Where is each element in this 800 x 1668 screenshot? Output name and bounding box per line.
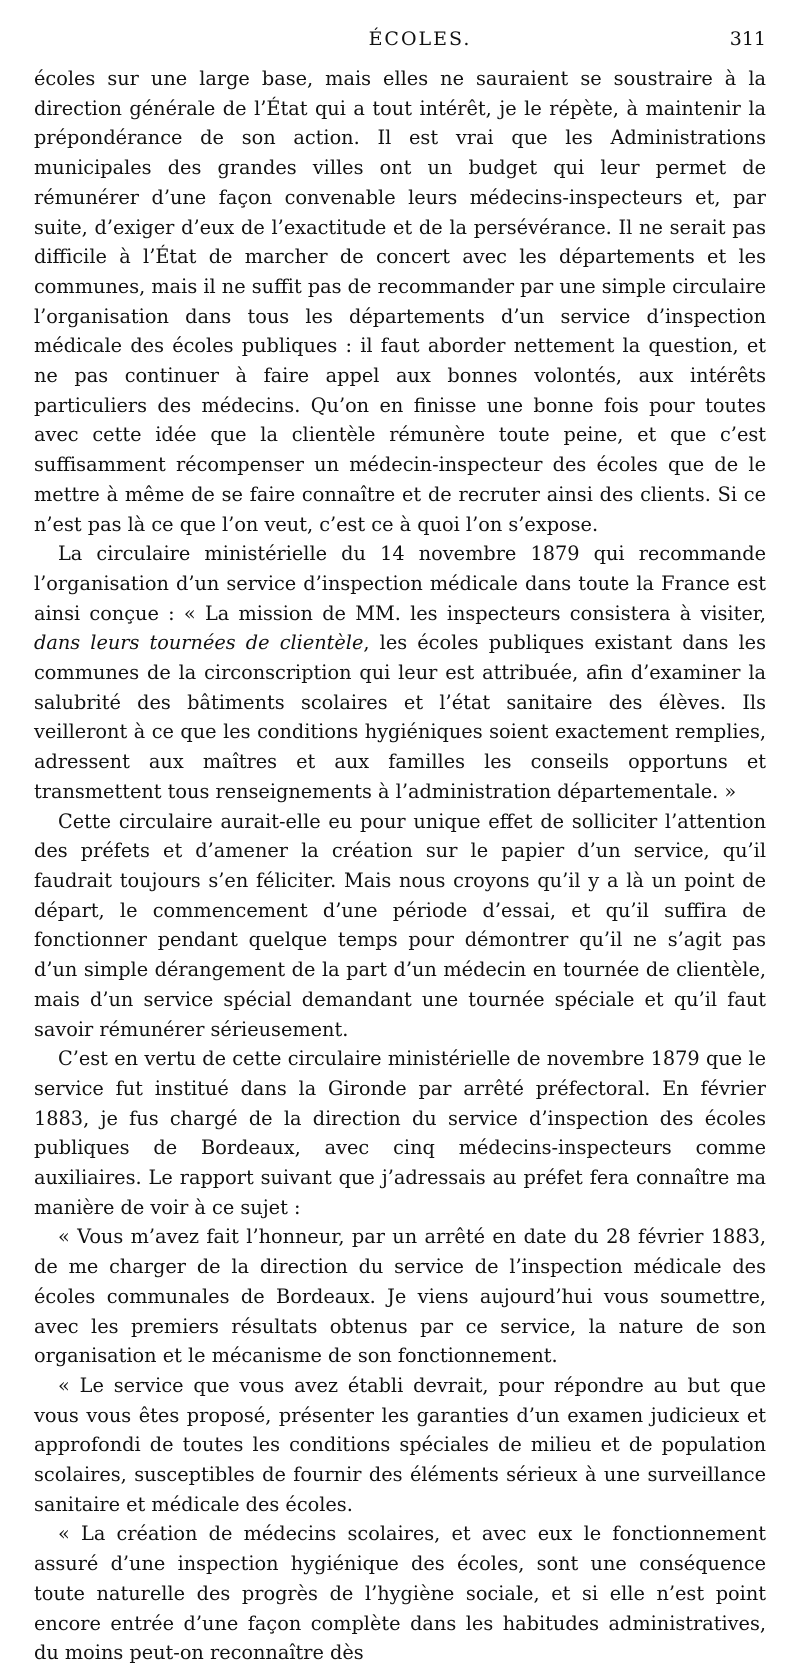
text-run: « La création de médecins scolaires, et avec eux le fonctionnement assuré d’une inspection hygiénique des écoles, sont une conséquence toute naturelle des progrès de l’hygiène sociale, et si elle n’est point encore entrée d’une façon complète dans les habitudes administratives, du moins peut-on reconnaître dès — [34, 1522, 766, 1665]
paragraph — [34, 1222, 766, 1371]
text-run: La circulaire ministérielle du 14 novembre 1879 qui recommande l’organisation d’un service d’inspection médicale dans toute la France est ainsi conçue : « La mission de MM. les inspecteurs consistera à visiter, — [34, 542, 766, 625]
paragraph — [34, 64, 766, 539]
text-run: écoles sur une large base, mais elles ne sauraient se soustraire à la direction générale de l’État qui a tout intérêt, je le répète, à maintenir la prépondérance de son action. Il est vrai que les Administrations municipales des grandes villes ont un budget qui leur permet de rémunérer d’une façon convenable leurs médecins-inspecteurs et, par suite, d’exiger d’eux de l’exactitude et de la persévérance. Il ne serait pas difficile à l’État de marcher de concert avec les départements et les communes, mais il ne suffit pas de recommander par une simple circulaire l’organisation dans tous les départements d’un service d’inspection médicale des écoles publiques : il faut aborder nettement la question, et ne pas continuer à faire appel aux bonnes volontés, aux intérêts particuliers des médecins. Qu’on en finisse une bonne fois pour toutes avec cette idée que la clientèle rémunère toute peine, et que c’est suffisamment récompenser un médecin-inspecteur des écoles que de le mettre à même de se faire connaître et de recruter ainsi des clients. Si ce n’est pas là ce que l’on veut, c’est ce à quoi l’on s’expose. — [34, 67, 766, 536]
text-run: « Le service que vous avez établi devrait, pour répondre au but que vous vous êtes proposé, présenter les garanties d’un examen judicieux et approfondi de toutes les conditions spéciales de milieu et de population scolaires, susceptibles de fournir des éléments sérieux à une surveillance sanitaire et médicale des écoles. — [34, 1373, 766, 1516]
running-head: ÉCOLES. — [368, 28, 472, 50]
paragraph — [34, 539, 766, 806]
text-run: , les écoles publiques existant dans les communes de la circonscription qui leur est attribuée, afin d’examiner la salubrité des bâtiments scolaires et l’état sanitaire des élèves. Ils veilleront à ce que les conditions hygiéniques soient exactement remplies, adressent aux maîtres et aux familles les conseils opportuns et transmettent tous renseignements à l’administration départementale. » — [34, 631, 766, 803]
italic-run: dans leurs tournées de clientèle — [34, 631, 364, 655]
text-run: Cette circulaire aurait-elle eu pour unique effet de solliciter l’attention des préfets et d’amener la création sur le papier d’un service, qu’il faudrait toujours s’en féliciter. Mais nous croyons qu’il y a là un point de départ, le commencement d’une période d’essai, et qu’il suffira de fonctionner pendant quelque temps pour démontrer qu’il ne s’agit pas d’un simple dérangement de la part d’un médecin en tournée de clientèle, mais d’un service spécial demandant une tournée spéciale et qu’il faut savoir rémunérer sérieusement. — [34, 809, 766, 1041]
page-header — [34, 28, 766, 62]
paragraph — [34, 1371, 766, 1520]
paragraph — [34, 1044, 766, 1222]
body-text — [34, 64, 766, 1668]
paragraph — [34, 807, 766, 1045]
text-run: C’est en vertu de cette circulaire ministérielle de novembre 1879 que le service fut institué dans la Gironde par arrêté préfectoral. En février 1883, je fus chargé de la direction du service d’inspection des écoles publiques de Bordeaux, avec cinq médecins-inspecteurs comme auxiliaires. Le rapport suivant que j’adressais au préfet fera connaître ma manière de voir à ce sujet : — [34, 1047, 766, 1219]
text-run: « Vous m’avez fait l’honneur, par un arrêté en date du 28 février 1883, de me charger de la direction du service de l’inspection médicale des écoles communales de Bordeaux. Je viens aujourd’hui vous soumettre, avec les premiers résultats obtenus par ce service, la nature de son organisation et le mécanisme de son fonctionnement. — [34, 1225, 766, 1368]
page-number: 311 — [729, 28, 766, 50]
paragraph — [34, 1519, 766, 1668]
